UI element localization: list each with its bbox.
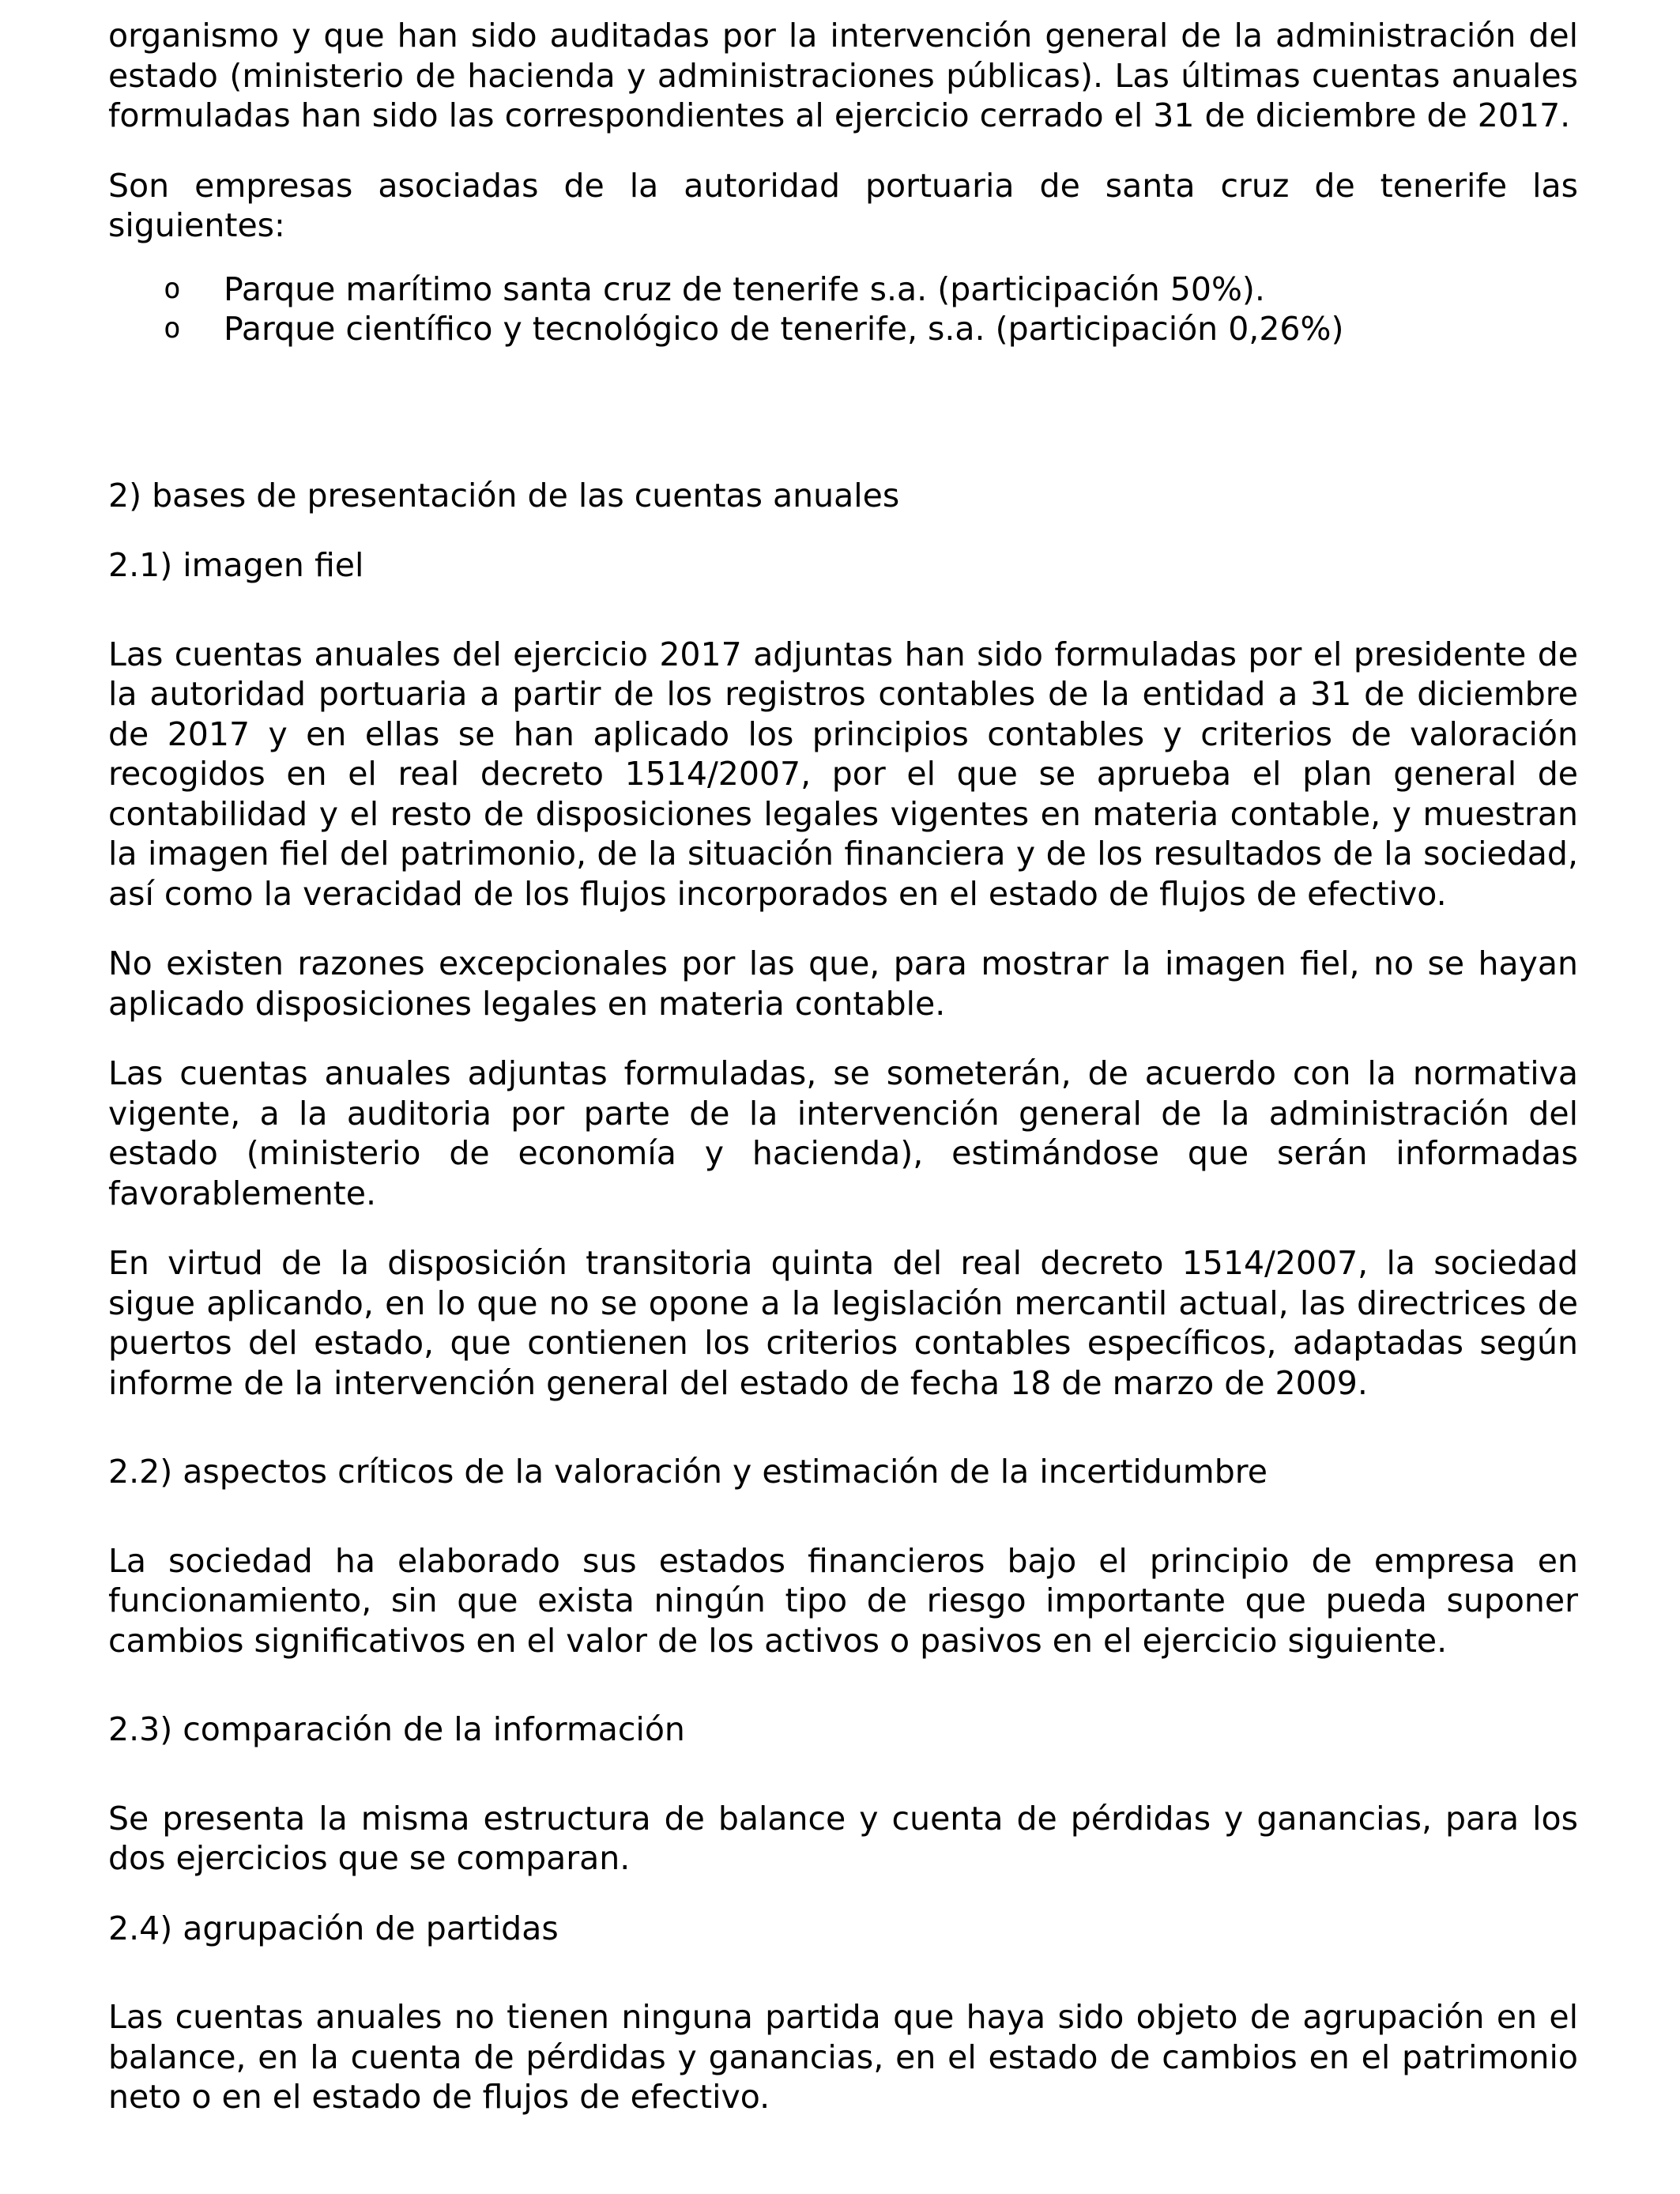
associated-companies-list	[108, 270, 1578, 349]
paragraph-2-3: Se presenta la misma estructura de balance y cuenta de pérdidas y ganancias, para los dos ejercicios que se comparan.	[108, 1799, 1578, 1877]
list-item	[108, 270, 1578, 310]
paragraph-2-4: Las cuentas anuales no tienen ninguna partida que haya sido objeto de agrupación en el balance, en la cuenta de pérdidas y ganancias, en el estado de cambios en el patrimonio neto o en el estado de flujos de efectivo.	[108, 1998, 1578, 2116]
list-item-text: Parque marítimo santa cruz de tenerife s.a. (participación 50%).	[224, 270, 1265, 308]
bullet-circle-icon: o	[164, 272, 181, 305]
list-item-text: Parque científico y tecnológico de tenerife, s.a. (participación 0,26%)	[224, 310, 1344, 348]
section-heading-2-4: 2.4) agrupación de partidas	[108, 1909, 559, 1947]
bullet-circle-icon: o	[164, 312, 181, 345]
section-heading-2: 2) bases de presentación de las cuentas anuales	[108, 476, 900, 515]
paragraph-2-1-d: En virtud de la disposición transitoria quinta del real decreto 1514/2007, la sociedad sigue aplicando, en lo que no se opone a la legislación mercantil actual, las directrices de puertos del estado, que contienen los criterios contables específicos, adaptadas según informe de la intervención general del estado de fecha 18 de marzo de 2009.	[108, 1244, 1578, 1402]
document-page	[108, 16, 1578, 2117]
section-heading-2-1: 2.1) imagen fiel	[108, 546, 364, 584]
intro-paragraph: organismo y que han sido auditadas por la intervención general de la administración del estado (ministerio de hacienda y administraciones públicas). Las últimas cuentas anuales formuladas han sido las correspondientes al ejercicio cerrado el 31 de diciembre de 2017.	[108, 17, 1578, 134]
associated-companies-intro: Son empresas asociadas de la autoridad portuaria de santa cruz de tenerife las siguientes:	[108, 166, 1578, 244]
section-heading-2-2: 2.2) aspectos críticos de la valoración y estimación de la incertidumbre	[108, 1453, 1268, 1491]
list-item	[108, 309, 1578, 349]
paragraph-2-2: La sociedad ha elaborado sus estados financieros bajo el principio de empresa en funcionamiento, sin que exista ningún tipo de riesgo importante que pueda suponer cambios significativos en el valor de los activos o pasivos en el ejercicio siguiente.	[108, 1541, 1578, 1660]
section-heading-2-3: 2.3) comparación de la información	[108, 1710, 685, 1748]
paragraph-2-1-a: Las cuentas anuales del ejercicio 2017 adjuntas han sido formuladas por el presidente de la autoridad portuaria a partir de los registros contables de la entidad a 31 de diciembre de 2017 y en ellas se han aplicado los principios contables y criterios de valoración recogidos en el real decreto 1514/2007, por el que se aprueba el plan general de contabilidad y el resto de disposiciones legales vigentes en materia contable, y muestran la imagen fiel del patrimonio, de la situación financiera y de los resultados de la sociedad, así como la veracidad de los flujos incorporados en el estado de flujos de efectivo.	[108, 635, 1578, 913]
paragraph-2-1-b: No existen razones excepcionales por las que, para mostrar la imagen fiel, no se hayan aplicado disposiciones legales en materia contable.	[108, 944, 1578, 1023]
paragraph-2-1-c: Las cuentas anuales adjuntas formuladas, se someterán, de acuerdo con la normativa vigente, a la auditoria por parte de la intervención general de la administración del estado (ministerio de economía y hacienda), estimándose que serán informadas favorablemente.	[108, 1054, 1578, 1212]
